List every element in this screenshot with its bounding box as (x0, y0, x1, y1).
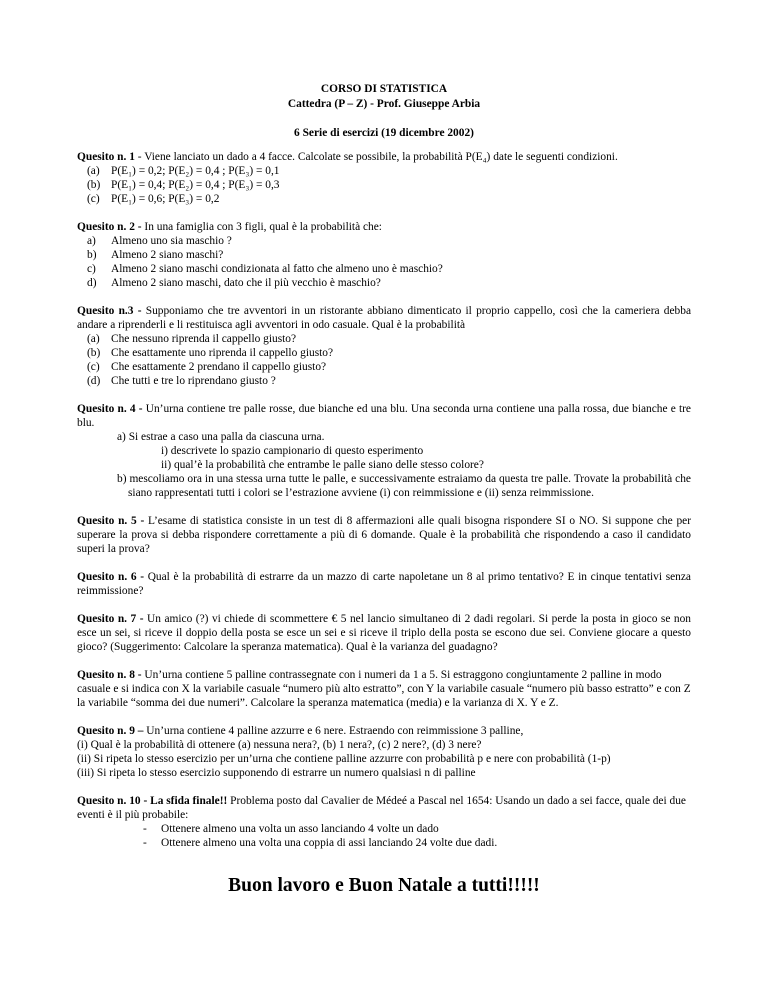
question-10 (77, 794, 691, 850)
question-label: Quesito n. 8 - (77, 669, 142, 681)
question-text: Problema posto dal Cavalier de Médeé a Pascal nel 1654: Usando un dado a sei facce, quale dei due eventi è il più probabile: (77, 795, 686, 821)
question-label: Quesito n. 5 - (77, 515, 145, 527)
question-text: Un’urna contiene tre palle rosse, due bianche ed una blu. Una seconda urna contiene una palla rossa, due bianche e tre blu. (77, 403, 691, 429)
question-label: Quesito n. 2 - (77, 221, 142, 233)
series-title: 6 Serie di esercizi (19 dicembre 2002) (294, 127, 474, 139)
question-3 (77, 304, 691, 388)
list-item: - Ottenere almeno una volta un asso lanciando 4 volte un dado (143, 823, 439, 835)
question-text: Un’urna contiene 4 palline azzurre e 6 nere. Estraendo con reimmissione 3 palline, (143, 725, 524, 737)
exercise-list (77, 150, 691, 864)
question-label: Quesito n. 6 - (77, 571, 145, 583)
question-label: Quesito n.3 - (77, 305, 142, 317)
question-6 (77, 570, 691, 598)
list-item: (i) Qual è la probabilità di ottenere (a) nessuna nera?, (b) 1 nera?, (c) 2 nere?, (d) 3 nere? (77, 739, 482, 751)
list-item: c) Almeno 2 siano maschi condizionata al fatto che almeno uno è maschio? (87, 263, 443, 275)
list-item: d) Almeno 2 siano maschi, dato che il più vecchio è maschio? (87, 277, 381, 289)
list-item: b) Almeno 2 siano maschi? (87, 249, 224, 261)
list-item: (d) Che tutti e tre lo riprendano giusto ? (87, 375, 276, 387)
list-item: (a) Che nessuno riprenda il cappello giusto? (87, 333, 297, 345)
question-text: - Viene lanciato un dado a 4 facce. Calcolate se possibile, la probabilità P(E₄) date le seguenti condizioni. (134, 151, 618, 163)
question-label: Quesito n. 7 - (77, 613, 144, 625)
chair-line: Cattedra (P – Z) - Prof. Giuseppe Arbia (287, 98, 481, 110)
sub-question-a-i: i) descrivete lo spazio campionario di questo esperimento (161, 445, 424, 457)
closing-greeting: Buon lavoro e Buon Natale a tutti!!!!! (228, 875, 540, 896)
question-text: L’esame di statistica consiste in un test di 8 affermazioni alle quali bisogna rispondere SI o NO. Si suppone che per superare la prova si debba rispondere correttamente a più di 6 domande. Quale è la probabilità che rispondendo a caso il candidato superi la prova? (77, 515, 691, 555)
question-9 (77, 724, 691, 780)
document-header (0, 82, 768, 141)
list-item: (iii) Si ripeta lo stesso esercizio supponendo di estrarre un numero qualsiasi n di palline (77, 767, 476, 779)
question-1 (77, 150, 691, 206)
question-label: Quesito n. 4 - (77, 403, 143, 415)
list-item: (a) P(E₁) = 0,2; P(E₂) = 0,4 ; P(E₃) = 0,1 (87, 165, 280, 177)
question-label: Quesito n. 10 - La sfida finale!! (77, 795, 228, 807)
list-item: (c) P(E₁) = 0,6; P(E₃) = 0,2 (87, 193, 220, 205)
question-text: Un amico (?) vi chiede di scommettere € 5 nel lancio simultaneo di 2 dadi regolari. Si perde la posta in gioco se non esce un sei, si riceve il doppio della posta se esce un sei e si riceve il triplo della posta se escono due sei. Conviene giocare a questo gioco? (Suggerimento: Calcolare la speranza matematica). Qual è la varianza del guadagno? (77, 613, 691, 653)
list-item: (b) Che esattamente uno riprenda il cappello giusto? (87, 347, 334, 359)
sub-question-b: b) mescoliamo ora in una stessa urna tutte le palle, e successivamente estraiamo da questa tre palle. Trovate la probabilità che siano rappresentati tutti i colori se l’estrazione avviene (i) con reimmissione e (ii) senza reimmissione. (117, 473, 691, 499)
list-item: (b) P(E₁) = 0,4; P(E₂) = 0,4 ; P(E₃) = 0,3 (87, 179, 280, 191)
list-item: (ii) Si ripeta lo stesso esercizio per un’urna che contiene palline azzurre con probabilità p e nere con probabilità (1-p) (77, 753, 611, 765)
list-item: - Ottenere almeno una volta una coppia di assi lanciando 24 volte due dadi. (143, 837, 498, 849)
sub-question-a: a) Si estrae a caso una palla da ciascuna urna. (117, 431, 325, 443)
question-text: In una famiglia con 3 figli, qual è la probabilità che: (141, 221, 382, 233)
course-title: CORSO DI STATISTICA (320, 83, 448, 95)
question-5 (77, 514, 691, 556)
question-text: Un’urna contiene 5 palline contrassegnate con i numeri da 1 a 5. Si estraggono congiuntamente 2 palline in modo casuale e si indica con X la variabile casuale “numero più alto estratto”, con Y la variabile casuale “numero più basso estratto” e con Z la variabile “somma dei due numeri”. Calcolare la speranza matematica (media) e la varianza di X. Y e Z. (77, 669, 691, 709)
question-2 (77, 220, 691, 290)
question-label: Quesito n. 1 (77, 151, 135, 163)
list-item: (c) Che esattamente 2 prendano il cappello giusto? (87, 361, 327, 373)
question-text: Supponiamo che tre avventori in un ristorante abbiano dimenticato il proprio cappello, così che la cameriera debba andare a riprenderli e li restituisca agli avventori in odo casuale. Qual è la probabilità (77, 305, 692, 331)
question-label: Quesito n. 9 – (77, 725, 144, 737)
question-8 (77, 668, 691, 710)
question-7 (77, 612, 691, 654)
question-text: Qual è la probabilità di estrarre da un mazzo di carte napoletane un 8 al primo tentativo? E in cinque tentativi senza reimmissione? (77, 571, 691, 597)
sub-question-a-ii: ii) qual’è la probabilità che entrambe le palle siano delle stesso colore? (161, 459, 484, 471)
list-item: a) Almeno uno sia maschio ? (87, 235, 232, 247)
question-4 (77, 402, 691, 500)
